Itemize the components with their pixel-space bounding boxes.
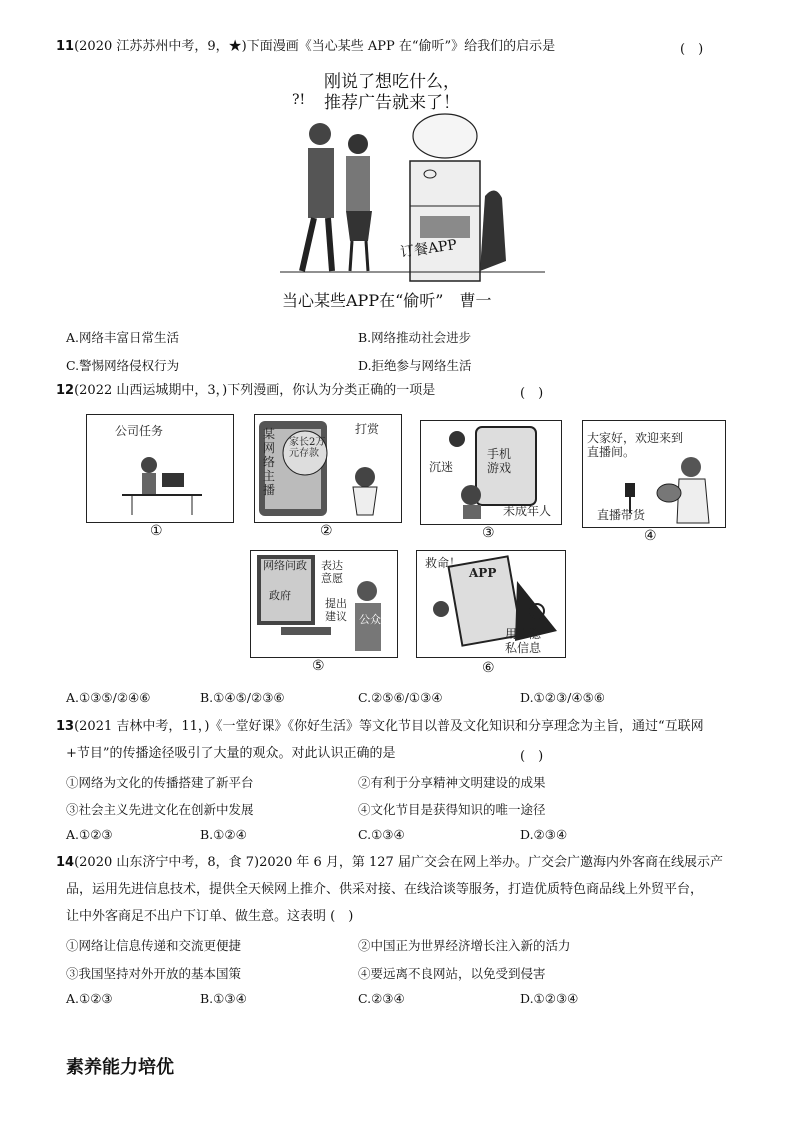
q13-stem-line1 bbox=[56, 718, 704, 736]
q14-stem-line2: 品，运用先进信息技术，提供全天候网上推介、供采对接、在线洽谈等服务，打造优质特色商品线上外贸平台， bbox=[66, 882, 704, 897]
q11-option-d[interactable]: D.拒绝参与网络生活 bbox=[358, 358, 472, 373]
q11-number: 11 bbox=[56, 39, 75, 54]
q13-stem-text: (2021 吉林中考，11，)《一堂好课》《你好生活》等文化节目以普及文化知识和分享理念为主旨，通过“互联网 bbox=[74, 719, 704, 734]
q14-number: 14 bbox=[56, 855, 75, 870]
q13-statement-4: ④文化节目是获得知识的唯一途径 bbox=[358, 802, 546, 817]
q14-option-a[interactable]: A.①②③ bbox=[66, 991, 113, 1006]
q14-statement-2: ②中国正为世界经济增长注入新的活力 bbox=[358, 938, 571, 953]
q11-stem-text: (2020 江苏苏州中考，9，★)下面漫画《当心某些 APP 在“偷听”》给我们的启示是 bbox=[74, 39, 556, 54]
q14-option-d[interactable]: D.①②③④ bbox=[520, 991, 579, 1006]
q14-option-b[interactable]: B.①③④ bbox=[200, 991, 247, 1006]
q12-option-a[interactable]: A.①③⑤/②④⑥ bbox=[66, 690, 151, 705]
q14-stem-line3-text: 让中外客商足不出户下订单、做生意。这表明 bbox=[66, 909, 327, 924]
q14-option-c[interactable]: C.②③④ bbox=[358, 991, 405, 1006]
q12-panel-2-text-1: 某网络主播 bbox=[263, 427, 276, 497]
q12-panel-1 bbox=[86, 414, 234, 523]
q11-comic bbox=[280, 66, 550, 316]
q12-panel-4 bbox=[582, 420, 726, 528]
q12-number: 12 bbox=[56, 383, 75, 398]
q14-statement-3: ③我国坚持对外开放的基本国策 bbox=[66, 966, 242, 981]
q12-panel-5-text-5: 公众 bbox=[359, 613, 381, 626]
q11-answer-bracket: ( ) bbox=[680, 42, 704, 57]
q12-panel-5-number: ⑤ bbox=[312, 658, 325, 674]
q12-panel-3-number: ③ bbox=[482, 525, 495, 541]
q12-panel-4-text-2: 直播带货 bbox=[597, 508, 646, 522]
q12-stem-text: (2022 山西运城期中，3，)下列漫画，你认为分类正确的一项是 bbox=[74, 383, 436, 398]
q12-panel-3 bbox=[420, 420, 562, 525]
q12-panel-1-number: ① bbox=[150, 523, 163, 539]
q11-speech-line1: 刚说了想吃什么， bbox=[324, 72, 460, 92]
q12-stem bbox=[56, 382, 435, 400]
q12-panel-2-number: ② bbox=[320, 523, 333, 539]
q13-option-a[interactable]: A.①②③ bbox=[66, 827, 113, 842]
q13-option-d[interactable]: D.②③④ bbox=[520, 827, 568, 842]
q12-panel-3-text-2: 手机游戏 bbox=[487, 447, 512, 475]
q11-option-c[interactable]: C.警惕网络侵权行为 bbox=[66, 358, 180, 373]
q11-option-b[interactable]: B.网络推动社会进步 bbox=[358, 330, 472, 345]
q12-panel-2-text-3: 打赏 bbox=[355, 422, 380, 436]
q13-option-c[interactable]: C.①③④ bbox=[358, 827, 405, 842]
q14-stem-text: (2020 山东济宁中考，8，食 7)2020 年 6 月，第 127 届广交会在网上举办。广交会广邀海内外客商在线展示产 bbox=[74, 855, 723, 870]
q12-panel-5-text-2: 表达意愿 bbox=[321, 559, 343, 585]
q11-option-a[interactable]: A.网络丰富日常生活 bbox=[66, 330, 180, 345]
q13-statement-3: ③社会主义先进文化在创新中发展 bbox=[66, 802, 254, 817]
q11-speech-line2: 推荐广告就来了！ bbox=[324, 93, 460, 113]
q12-panel-2-text-2: 家长2万元存款 bbox=[289, 437, 326, 459]
q12-panel-3-text-1: 沉迷 bbox=[429, 460, 454, 474]
q14-stem-line1 bbox=[56, 854, 723, 872]
q13-answer-bracket: ( ) bbox=[520, 749, 544, 764]
q13-option-b[interactable]: B.①②④ bbox=[200, 827, 247, 842]
q12-panel-6-text-2: APP bbox=[469, 566, 497, 580]
q12-panel-6-text-1: 救命！ bbox=[425, 556, 462, 570]
q11-app-label: 订餐APP bbox=[399, 237, 458, 261]
q11-caption: 当心某些APP在“偷听” 曹一 bbox=[282, 291, 492, 310]
q13-statement-2: ②有利于分享精神文明建设的成果 bbox=[358, 775, 546, 790]
q12-option-d[interactable]: D.①②③/④⑤⑥ bbox=[520, 690, 605, 705]
q12-panel-4-number: ④ bbox=[644, 528, 657, 544]
q12-option-b[interactable]: B.①④⑤/②③⑥ bbox=[200, 690, 285, 705]
section-title: 素养能力培优 bbox=[66, 1057, 174, 1078]
q12-panel-4-text-1: 大家好，欢迎来到直播间。 bbox=[587, 431, 684, 459]
q12-panel-2 bbox=[254, 414, 402, 523]
q12-panel-5-text-3: 提出建议 bbox=[325, 597, 347, 623]
q12-panel-6 bbox=[416, 550, 566, 658]
q12-panel-1-text-1: 公司任务 bbox=[115, 424, 164, 438]
q11-stem bbox=[56, 38, 555, 56]
q12-panel-6-number: ⑥ bbox=[482, 660, 495, 676]
q13-number: 13 bbox=[56, 719, 75, 734]
q12-panel-5 bbox=[250, 550, 398, 658]
q12-answer-bracket: ( ) bbox=[520, 386, 544, 401]
q12-panel-3-text-3: 未成年人 bbox=[503, 504, 552, 518]
q14-answer-bracket: ( ) bbox=[330, 909, 354, 924]
q14-statement-1: ①网络让信息传递和交流更便捷 bbox=[66, 938, 242, 953]
q14-stem-line3 bbox=[66, 908, 353, 926]
q12-panel-5-text-4: 政府 bbox=[269, 589, 291, 602]
q11-marks: ?! bbox=[292, 92, 306, 108]
q13-stem-line2: +节目”的传播途径吸引了大量的观众。对此认识正确的是 bbox=[66, 746, 396, 761]
q14-statement-4: ④要远离不良网站，以免受到侵害 bbox=[358, 966, 546, 981]
q12-panel-6-text-3: 用户隐私信息 bbox=[505, 627, 542, 655]
q12-panel-5-text-1: 网络问政 bbox=[263, 559, 307, 572]
q13-statement-1: ①网络为文化的传播搭建了新平台 bbox=[66, 775, 254, 790]
q12-option-c[interactable]: C.②⑤⑥/①③④ bbox=[358, 690, 443, 705]
